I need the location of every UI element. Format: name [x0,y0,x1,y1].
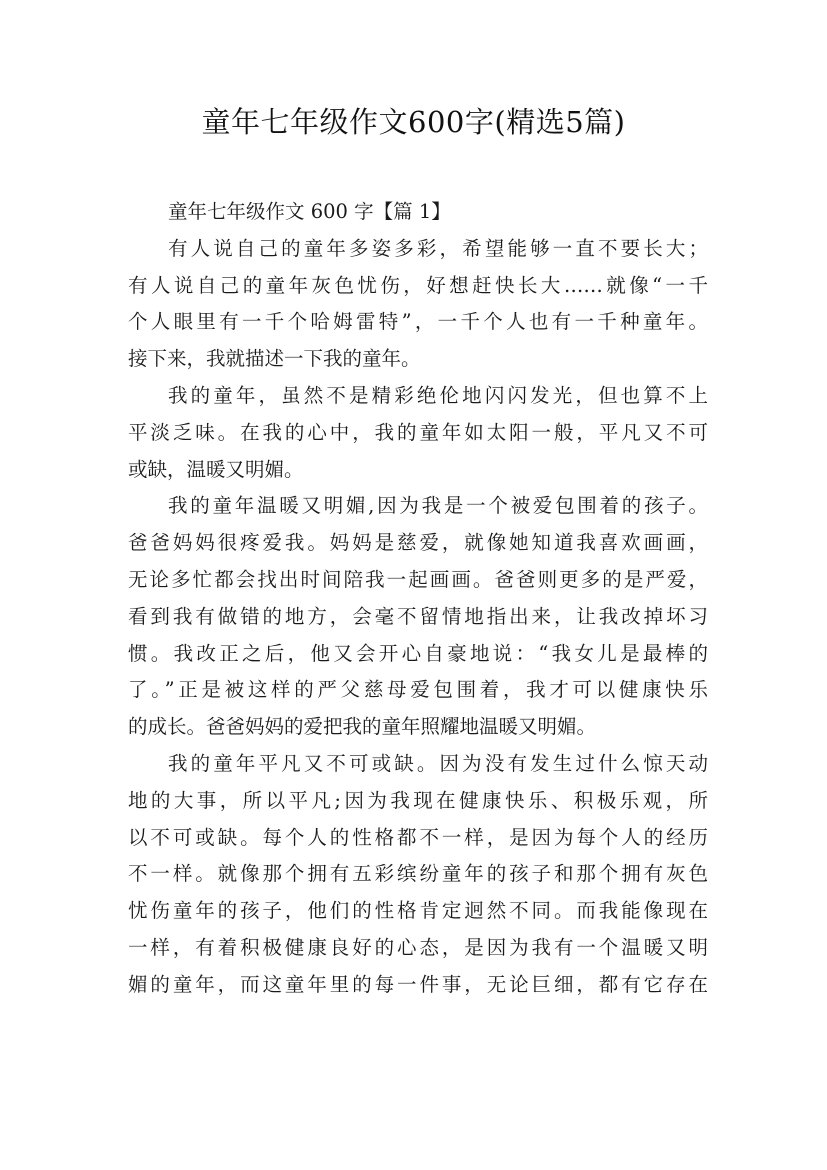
text-line: 以不可或缺。每个人的性格都不一样，是因为每个人的经历 [128,825,708,849]
text-line: 媚的童年，而这童年里的每一件事，无论巨细，都有它存在 [128,972,708,996]
text-line: 爸爸妈妈很疼爱我。妈妈是慈爱，就像她知道我喜欢画画， [128,531,708,555]
text-line: 我的童年，虽然不是精彩绝伦地闪闪发光，但也算不上 [168,383,708,407]
text-line: 看到我有做错的地方，会毫不留情地指出来，让我改掉坏习 [128,604,708,628]
text-line: 无论多忙都会找出时间陪我一起画画。爸爸则更多的是严爱， [128,567,708,591]
text-line: 地的大事，所以平凡;因为我现在健康快乐、积极乐观，所 [128,788,708,812]
text-line: 接下来，我就描述一下我的童年。 [128,347,421,371]
text-line: 惯。我改正之后，他又会开心自豪地说：“我女儿是最棒的 [128,641,708,665]
text-line: 个人眼里有一千个哈姆雷特”，一千个人也有一千种童年。 [128,310,708,334]
text-line: 或缺，温暖又明媚。 [128,457,304,481]
text-line: 我的童年平凡又不可或缺。因为没有发生过什么惊天动 [168,751,708,775]
text-line: 平淡乏味。在我的心中，我的童年如太阳一般，平凡又不可 [128,420,708,444]
text-line: 的成长。爸爸妈妈的爱把我的童年照耀地温暖又明媚。 [128,715,597,739]
text-line: 有人说自己的童年灰色忧伤，好想赶快长大……就像“一千 [128,273,708,297]
text-line: 忧伤童年的孩子，他们的性格肯定迥然不同。而我能像现在 [128,899,708,923]
text-line: 不一样。就像那个拥有五彩缤纷童年的孩子和那个拥有灰色 [128,862,708,886]
document-title: 童年七年级作文600字(精选5篇) [201,105,626,139]
text-line: 一样，有着积极健康良好的心态，是因为我有一个温暖又明 [128,935,708,959]
section-heading: 童年七年级作文 600 字【篇 1】 [168,200,451,223]
text-line: 有人说自己的童年多姿多彩，希望能够一直不要长大； [168,236,708,260]
text-line: 了。”正是被这样的严父慈母爱包围着，我才可以健康快乐 [128,678,708,702]
document-body [128,194,708,1004]
text-line: 我的童年温暖又明媚,因为我是一个被爱包围着的孩子。 [168,494,708,518]
